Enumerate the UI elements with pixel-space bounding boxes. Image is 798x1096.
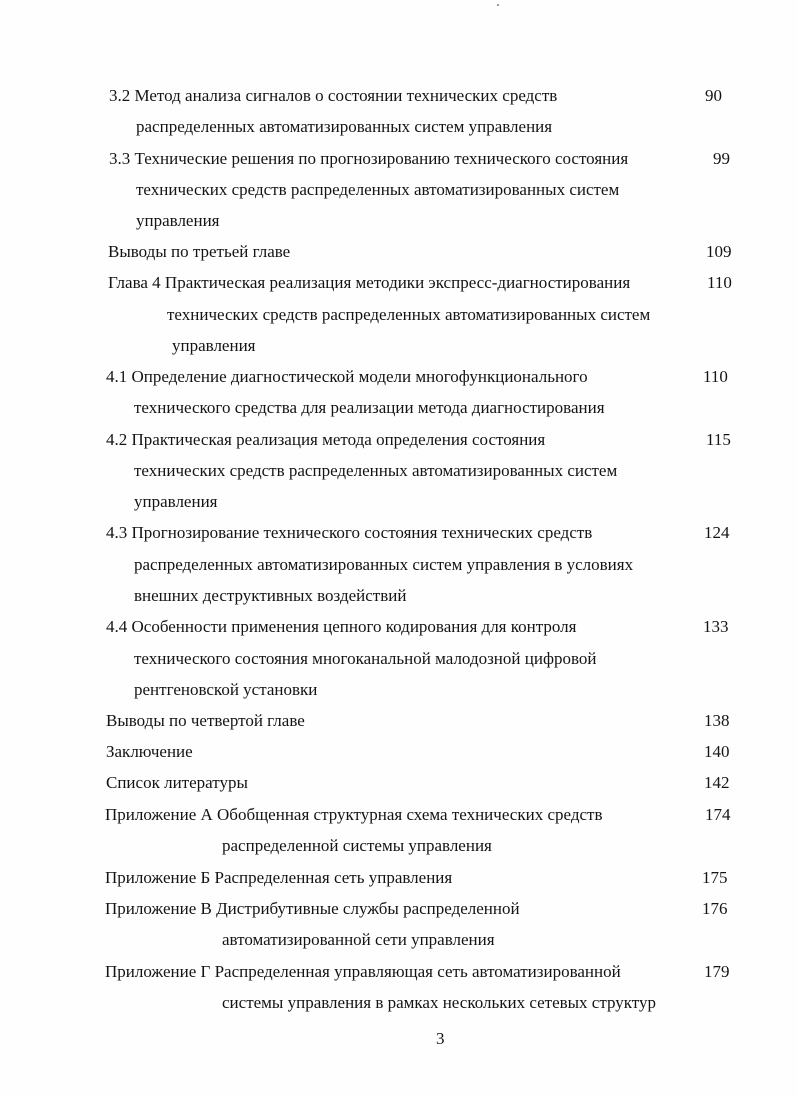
toc-entry-4-1-page: 110 bbox=[703, 367, 728, 386]
toc-entry-chapter-4-line-1: Глава 4 Практическая реализация методики экспресс-диагностирования bbox=[108, 273, 631, 292]
toc-entry-conclusions-ch4-page: 138 bbox=[704, 711, 730, 730]
toc-entry-4-4-line-3: рентгеновской установки bbox=[134, 680, 318, 699]
toc-entry-appendix-g-page: 179 bbox=[704, 962, 730, 981]
toc-entry-chapter-4-page: 110 bbox=[707, 273, 732, 292]
toc-entry-appendix-b-page: 175 bbox=[702, 868, 728, 887]
toc-entry-3-2-line-1: 3.2 Метод анализа сигналов о состоянии технических средств bbox=[109, 86, 558, 105]
toc-entry-conclusion-page: 140 bbox=[704, 742, 730, 761]
toc-entry-4-2-page: 115 bbox=[706, 430, 731, 449]
toc-entry-4-4-line-2: технического состояния многоканальной малодозной цифровой bbox=[134, 649, 597, 668]
toc-entry-appendix-a-line-2: распределенной системы управления bbox=[222, 836, 492, 855]
toc-entry-appendix-v-line-1: Приложение В Дистрибутивные службы распределенной bbox=[105, 899, 520, 918]
toc-entry-4-1-line-2: технического средства для реализации метода диагностирования bbox=[134, 398, 605, 417]
toc-entry-appendix-b: Приложение Б Распределенная сеть управления bbox=[105, 868, 453, 887]
toc-entry-4-2-line-2: технических средств распределенных автоматизированных систем bbox=[134, 461, 618, 480]
toc-entry-references-page: 142 bbox=[704, 773, 730, 792]
toc-entry-4-4-line-1: 4.4 Особенности применения цепного кодирования для контроля bbox=[106, 617, 577, 636]
toc-entry-appendix-a-page: 174 bbox=[705, 805, 731, 824]
toc-entry-3-3-line-1: 3.3 Технические решения по прогнозированию технического состояния bbox=[109, 149, 629, 168]
toc-entry-4-3-line-1: 4.3 Прогнозирование технического состояния технических средств bbox=[106, 523, 593, 542]
toc-entry-conclusion: Заключение bbox=[106, 742, 193, 761]
toc-entry-3-2-page: 90 bbox=[705, 86, 722, 105]
toc-entry-appendix-g-line-1: Приложение Г Распределенная управляющая сеть автоматизированной bbox=[105, 962, 621, 981]
toc-entry-4-4-page: 133 bbox=[703, 617, 729, 636]
toc-entry-chapter-4-line-2: технических средств распределенных автоматизированных систем bbox=[167, 305, 651, 324]
toc-entry-3-3-line-2: технических средств распределенных автоматизированных систем bbox=[136, 180, 620, 199]
page-number: 3 bbox=[436, 1029, 445, 1048]
toc-entry-conclusions-ch4: Выводы по четвертой главе bbox=[106, 711, 305, 730]
toc-entry-conclusions-ch3-page: 109 bbox=[706, 242, 732, 261]
toc-entry-appendix-g-line-2: системы управления в рамках нескольких сетевых структур bbox=[222, 993, 657, 1012]
toc-entry-appendix-v-line-2: автоматизированной сети управления bbox=[222, 930, 495, 949]
toc-entry-appendix-v-page: 176 bbox=[702, 899, 728, 918]
toc-entry-4-3-page: 124 bbox=[704, 523, 730, 542]
toc-entry-4-1-line-1: 4.1 Определение диагностической модели многофункционального bbox=[106, 367, 588, 386]
toc-entry-references: Список литературы bbox=[106, 773, 248, 792]
toc-entry-4-2-line-3: управления bbox=[134, 492, 218, 511]
toc-entry-4-3-line-2: распределенных автоматизированных систем управления в условиях bbox=[134, 555, 634, 574]
toc-entry-4-3-line-3: внешних деструктивных воздействий bbox=[134, 586, 407, 605]
toc-entry-3-3-page: 99 bbox=[713, 149, 730, 168]
toc-entry-conclusions-ch3: Выводы по третьей главе bbox=[108, 242, 291, 261]
toc-entry-3-3-line-3: управления bbox=[136, 211, 220, 230]
toc-entry-chapter-4-line-3: управления bbox=[172, 336, 256, 355]
toc-entry-3-2-line-2: распределенных автоматизированных систем управления bbox=[136, 117, 553, 136]
scan-artifact bbox=[497, 4, 499, 6]
toc-entry-4-2-line-1: 4.2 Практическая реализация метода определения состояния bbox=[106, 430, 546, 449]
toc-entry-appendix-a-line-1: Приложение А Обобщенная структурная схема технических средств bbox=[105, 805, 603, 824]
